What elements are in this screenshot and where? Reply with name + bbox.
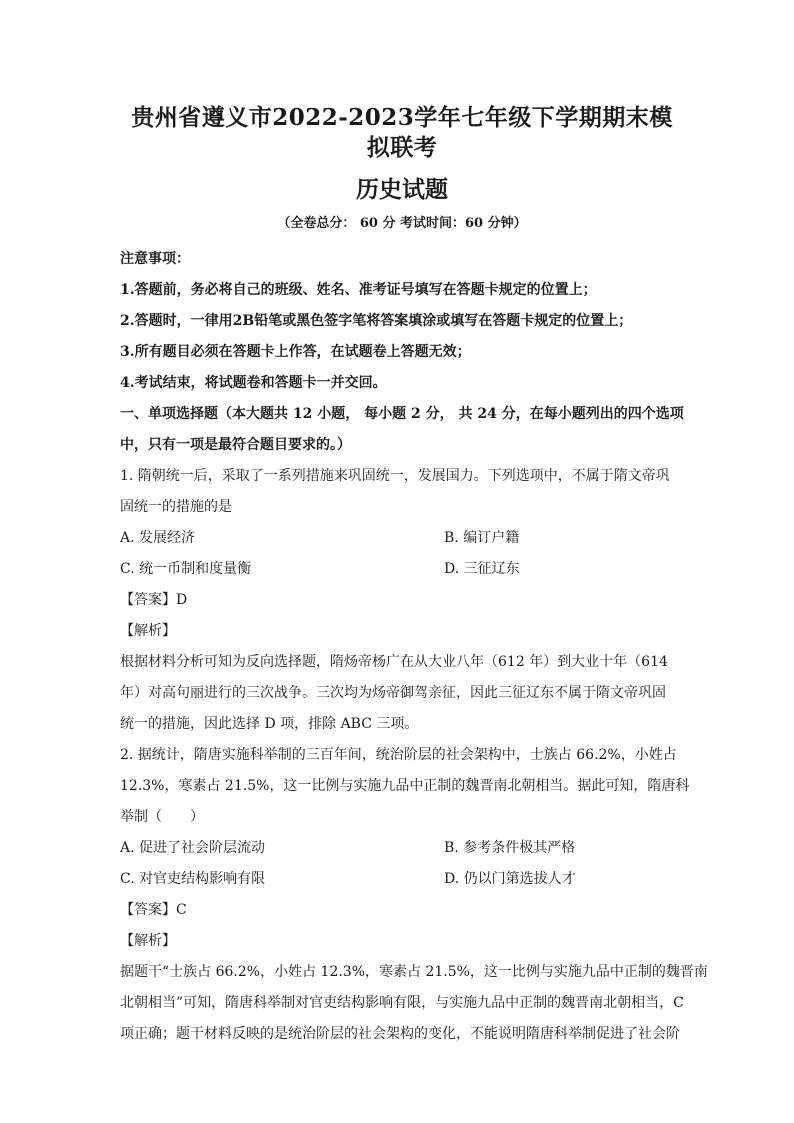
section-heading-line: 中，只有一项是最符合题目要求的。）	[120, 437, 351, 453]
analysis-label: 【解析】	[120, 623, 176, 639]
option-c: C. 统一币制和度量衡	[120, 561, 252, 577]
analysis-text: 北朝相当”可知，隋唐科举制对官吏结构影响有限，与实施九品中正制的魏晋南北朝相当，C	[120, 995, 684, 1011]
question-stem: 举制（ ）	[120, 809, 204, 825]
option-a: A. 发展经济	[120, 530, 196, 546]
section-heading-line: 一、单项选择题（本大题共 12 小题， 每小题 2 分， 共 24 分，在每小题列出的四个选项	[120, 406, 684, 422]
option-a: A. 促进了社会阶层流动	[120, 840, 266, 856]
option-row	[120, 523, 684, 554]
analysis-text: 项正确；题干材料反映的是统治阶层的社会架构的变化，不能说明隋唐科举制促进了社会阶	[120, 1026, 680, 1042]
option-b: B. 编订户籍	[444, 530, 520, 546]
option-d: D. 仍以门第选拔人才	[444, 871, 576, 887]
question-1	[120, 461, 684, 740]
option-row	[120, 864, 684, 895]
note-item: 4.考试结束，将试题卷和答题卡一并交回。	[120, 375, 387, 391]
analysis-label: 【解析】	[120, 933, 176, 949]
question-2	[120, 740, 708, 1050]
option-row	[120, 554, 684, 585]
option-b: B. 参考条件极其严格	[444, 840, 576, 856]
question-stem: 固统一的措施的是	[120, 499, 232, 515]
analysis-text: 统一的措施，因此选择 D 项，排除 ABC 三项。	[120, 716, 419, 732]
document-subtitle: 历史试题	[356, 176, 448, 203]
question-stem: 12.3%，寒素占 21.5%，这一比例与实施九品中正制的魏晋南北朝相当。据此可知，隋唐科	[120, 778, 690, 794]
question-stem: 1. 隋朝统一后，采取了一系列措施来巩固统一，发展国力。下列选项中，不属于隋文帝巩	[120, 468, 670, 484]
exam-meta: （全卷总分： 60 分 考试时间：60 分钟）	[277, 216, 527, 231]
option-c: C. 对官吏结构影响有限	[120, 871, 266, 887]
notes-section	[120, 244, 684, 399]
answer-label: 【答案】C	[120, 902, 187, 918]
note-item: 1.答题前，务必将自己的班级、姓名、准考证号填写在答题卡规定的位置上；	[120, 282, 597, 298]
question-stem: 2. 据统计，隋唐实施科举制的三百年间，统治阶层的社会架构中，士族占 66.2%，小姓占	[120, 747, 677, 763]
document-title: 贵州省遵义市2022-2023学年七年级下学期期末模拟联考	[131, 104, 673, 161]
option-d: D. 三征辽东	[444, 561, 520, 577]
analysis-text: 根据材料分析可知为反向选择题，隋炀帝杨广在从大业八年（612 年）到大业十年（614	[120, 654, 668, 670]
section-heading	[120, 399, 684, 461]
notes-heading: 注意事项：	[120, 251, 190, 267]
option-row	[120, 833, 684, 864]
analysis-text: 据题干“士族占 66.2%，小姓占 12.3%，寒素占 21.5%，这一比例与实施九品中正制的魏晋南	[120, 964, 708, 980]
analysis-text: 年）对高句丽进行的三次战争。三次均为炀帝御驾亲征，因此三征辽东不属于隋文帝巩固	[120, 685, 666, 701]
note-item: 3.所有题目必须在答题卡上作答，在试题卷上答题无效；	[120, 344, 471, 360]
note-item: 2.答题时，一律用2B铅笔或黑色签字笔将答案填涂或填写在答题卡规定的位置上；	[120, 313, 633, 329]
answer-label: 【答案】D	[120, 592, 188, 608]
